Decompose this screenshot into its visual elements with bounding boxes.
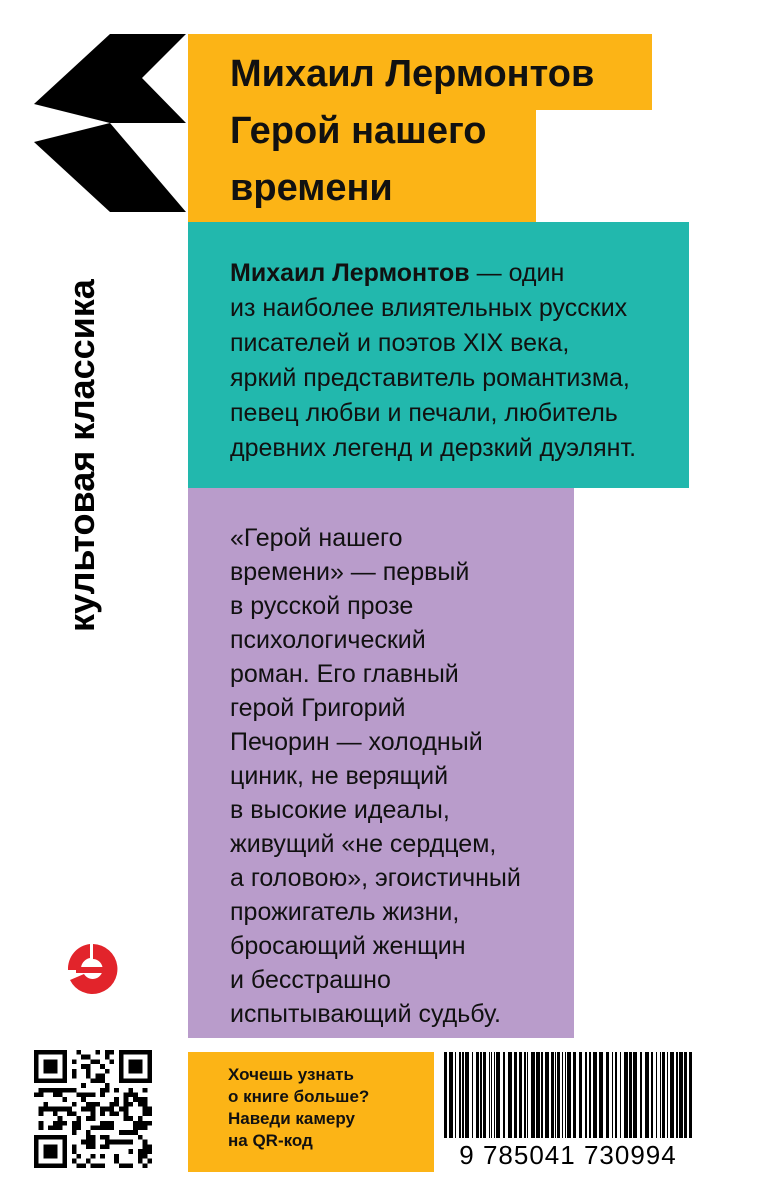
author-blurb-line: певец любви и печали, любитель — [230, 399, 618, 427]
title-line: Михаил Лермонтов — [230, 53, 595, 95]
isbn-barcode — [434, 1052, 702, 1174]
title-line: Герой нашего — [230, 110, 487, 152]
author-blurb-first-line: — один — [469, 259, 565, 287]
book-blurb-line: и бесстрашно — [230, 966, 391, 994]
author-blurb — [230, 256, 680, 466]
qr-promo-line: о книге больше? — [228, 1087, 370, 1106]
author-blurb-line: древних легенд и дерзкий дуэлянт. — [230, 434, 637, 462]
book-blurb-line: испытывающий судьбу. — [230, 1000, 501, 1028]
title-line: времени — [230, 167, 393, 209]
book-blurb-line: а головою», эгоистичный — [230, 864, 521, 892]
author-blurb-line — [230, 256, 680, 291]
book-blurb-line: прожигатель жизни, — [230, 898, 460, 926]
qr-promo-line: Хочешь узнать — [228, 1065, 354, 1084]
author-blurb-line: яркий представитель романтизма, — [230, 364, 630, 392]
book-blurb-line: циник, не верящий — [230, 762, 449, 790]
book-blurb-line: живущий «не сердцем, — [230, 830, 497, 858]
series-label: культовая классика — [61, 279, 102, 632]
book-blurb-line: герой Григорий — [230, 694, 406, 722]
book-blurb-line: бросающий женщин — [230, 932, 466, 960]
qr-promo-line: на QR-код — [228, 1131, 313, 1150]
book-blurb — [230, 521, 570, 1031]
isbn-digits: 9 785041 730994 — [459, 1140, 677, 1170]
book-blurb-line: психологический — [230, 626, 426, 654]
book-title — [230, 46, 660, 217]
book-blurb-line: в русской прозе — [230, 592, 414, 620]
book-blurb-line: времени» — первый — [230, 558, 470, 586]
book-blurb-line: «Герой нашего — [230, 524, 403, 552]
publisher-logo-icon — [64, 940, 122, 998]
author-blurb-line: писателей и поэтов XIX века, — [230, 329, 570, 357]
qr-code-icon — [34, 1050, 152, 1168]
book-blurb-line: роман. Его главный — [230, 660, 459, 688]
book-blurb-line: в высокие идеалы, — [230, 796, 450, 824]
series-logo-icon — [34, 34, 186, 212]
author-name: Михаил Лермонтов — [230, 259, 470, 287]
book-blurb-line: Печорин — холодный — [230, 728, 483, 756]
barcode-icon — [434, 1052, 702, 1138]
qr-promo — [228, 1064, 369, 1152]
qr-promo-line: Наведи камеру — [228, 1109, 355, 1128]
author-blurb-line: из наиболее влиятельных русских — [230, 294, 628, 322]
